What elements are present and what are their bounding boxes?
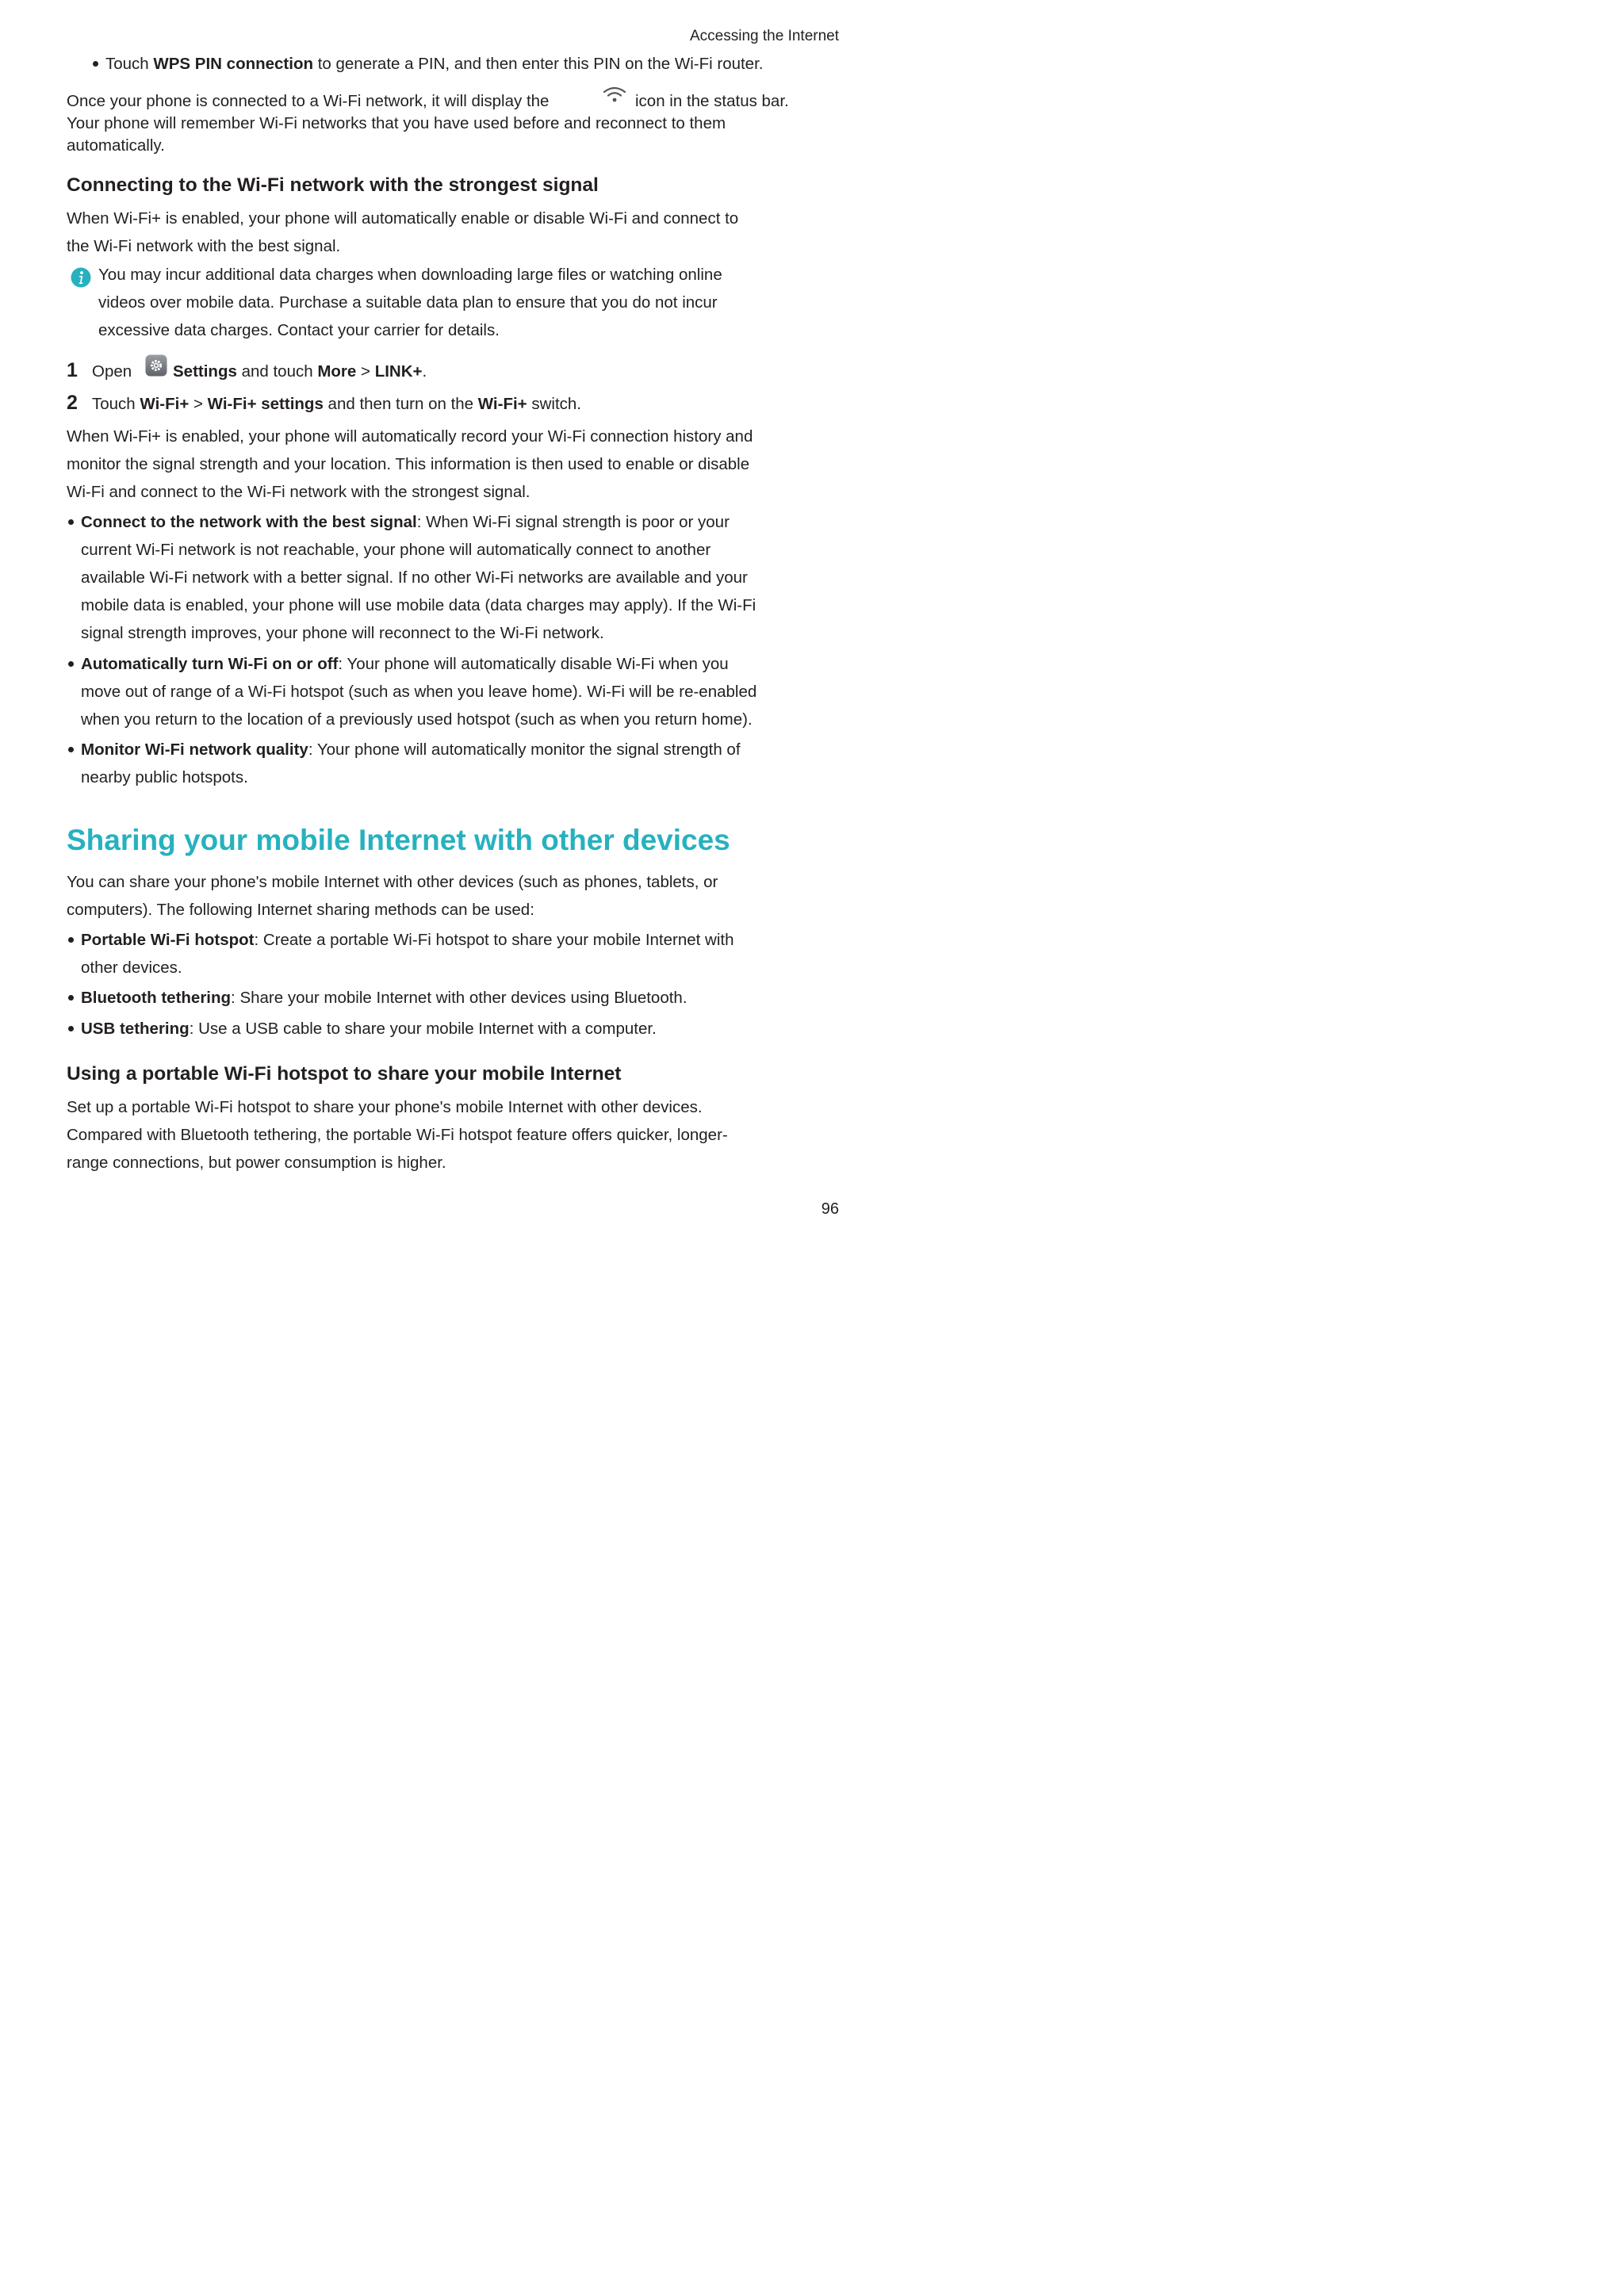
paragraph-line: range connections, but power consumption is higher. <box>67 1154 446 1172</box>
wifi-icon <box>603 86 626 105</box>
wps-post: to generate a PIN, and then enter this PIN on the Wi-Fi router. <box>313 55 764 73</box>
bullet-dot <box>68 995 74 1001</box>
running-header: Accessing the Internet <box>690 28 839 44</box>
bullet-text: : When Wi-Fi signal strength is poor or your <box>416 513 730 531</box>
step-1-and-touch: and touch <box>236 362 318 381</box>
bullet-monitor-quality <box>81 736 741 763</box>
settings-label: Settings <box>173 362 237 381</box>
bullet-title: USB tethering <box>81 1020 190 1038</box>
step-number: 1 <box>67 359 78 381</box>
bullet-dot <box>68 747 74 752</box>
paragraph-line: You can share your phone's mobile Internet with other devices (such as phones, tablets, or <box>67 873 718 891</box>
step-number: 2 <box>67 392 78 414</box>
connected-line-2: Your phone will remember Wi-Fi networks that you have used before and reconnect to them <box>67 114 726 132</box>
separator: > <box>356 362 375 381</box>
step-1-end: . <box>422 362 427 381</box>
wifi-plus-settings-label: Wi-Fi+ settings <box>207 395 324 413</box>
bullet-title: Portable Wi-Fi hotspot <box>81 931 255 949</box>
settings-icon <box>145 354 167 377</box>
bullet-title: Monitor Wi-Fi network quality <box>81 740 308 759</box>
step-2-end: switch. <box>527 395 582 413</box>
bullet-auto-wifi <box>81 650 729 678</box>
note-line-1: You may incur additional data charges when downloading large files or watching online <box>98 266 722 284</box>
separator: > <box>189 395 208 413</box>
more-label: More <box>317 362 357 381</box>
connected-line-3: automatically. <box>67 136 165 155</box>
bullet-usb-tethering <box>81 1015 657 1043</box>
section-title-sharing: Sharing your mobile Internet with other devices <box>67 824 730 856</box>
bullet-title: Connect to the network with the best signal <box>81 513 417 531</box>
bullet-dot <box>68 1026 74 1031</box>
step-1-text <box>173 358 427 385</box>
bullet-dot <box>68 661 74 667</box>
paragraph-line: Compared with Bluetooth tethering, the portable Wi-Fi hotspot feature offers quicker, longer- <box>67 1126 728 1144</box>
paragraph-line: computers). The following Internet sharing methods can be used: <box>67 901 534 919</box>
wifi-plus-label: Wi-Fi+ <box>140 395 190 413</box>
paragraph-line: Set up a portable Wi-Fi hotspot to share your phone's mobile Internet with other devices. <box>67 1098 703 1116</box>
bullet-dot <box>68 937 74 943</box>
wps-instruction <box>105 50 763 78</box>
note-line-2: videos over mobile data. Purchase a suitable data plan to ensure that you do not incur <box>98 293 718 312</box>
section-heading-hotspot: Using a portable Wi-Fi hotspot to share your mobile Internet <box>67 1063 622 1085</box>
bullet-best-signal <box>81 508 730 536</box>
bullet-continuation: nearby public hotspots. <box>81 768 248 786</box>
bullet-continuation: when you return to the location of a previously used hotspot (such as when you return home). <box>81 710 753 729</box>
step-2-touch: Touch <box>92 395 140 413</box>
wps-bold: WPS PIN connection <box>153 55 314 73</box>
link-plus-label: LINK+ <box>374 362 423 381</box>
bullet-text: : Use a USB cable to share your mobile Internet with a computer. <box>189 1020 657 1038</box>
step-1-open: Open <box>92 362 132 381</box>
bullet-text: : Create a portable Wi-Fi hotspot to share your mobile Internet with <box>254 931 734 949</box>
bullet-continuation: move out of range of a Wi-Fi hotspot (such as when you leave home). Wi-Fi will be re-enabled <box>81 683 757 701</box>
paragraph-line: monitor the signal strength and your location. This information is then used to enable or disable <box>67 455 750 473</box>
paragraph-line: the Wi-Fi network with the best signal. <box>67 237 341 255</box>
bullet-continuation: available Wi-Fi network with a better signal. If no other Wi-Fi networks are available and your <box>81 568 748 587</box>
bullet-dot <box>93 61 98 67</box>
note-line-3: excessive data charges. Contact your carrier for details. <box>98 321 500 339</box>
bullet-text: : Your phone will automatically monitor the signal strength of <box>308 740 741 759</box>
connected-line-1a: Once your phone is connected to a Wi-Fi network, it will display the <box>67 92 550 110</box>
info-icon <box>71 267 91 288</box>
bullet-dot <box>68 519 74 525</box>
connected-line-1b: icon in the status bar. <box>635 92 789 110</box>
bullet-bluetooth-tethering <box>81 984 688 1012</box>
paragraph-line: Wi-Fi and connect to the Wi-Fi network with the strongest signal. <box>67 483 530 501</box>
bullet-title: Automatically turn Wi-Fi on or off <box>81 655 339 673</box>
bullet-title: Bluetooth tethering <box>81 989 232 1007</box>
bullet-continuation: other devices. <box>81 959 182 977</box>
bullet-portable-hotspot <box>81 926 734 954</box>
bullet-continuation: signal strength improves, your phone will reconnect to the Wi-Fi network. <box>81 624 604 642</box>
bullet-text: : Share your mobile Internet with other devices using Bluetooth. <box>231 989 688 1007</box>
section-heading-strongest-signal: Connecting to the Wi-Fi network with the strongest signal <box>67 174 599 196</box>
paragraph-line: When Wi-Fi+ is enabled, your phone will automatically record your Wi-Fi connection history and <box>67 427 753 446</box>
wps-pre: Touch <box>105 55 154 73</box>
bullet-continuation: current Wi-Fi network is not reachable, your phone will automatically connect to another <box>81 541 711 559</box>
wifi-plus-switch-label: Wi-Fi+ <box>477 395 527 413</box>
step-2-text <box>92 390 581 418</box>
page-number: 96 <box>821 1200 839 1218</box>
bullet-continuation: mobile data is enabled, your phone will use mobile data (data charges may apply). If the Wi-Fi <box>81 596 756 614</box>
bullet-text: : Your phone will automatically disable Wi-Fi when you <box>338 655 729 673</box>
paragraph-line: When Wi-Fi+ is enabled, your phone will automatically enable or disable Wi-Fi and connect to <box>67 209 739 228</box>
step-2-mid: and then turn on the <box>323 395 478 413</box>
